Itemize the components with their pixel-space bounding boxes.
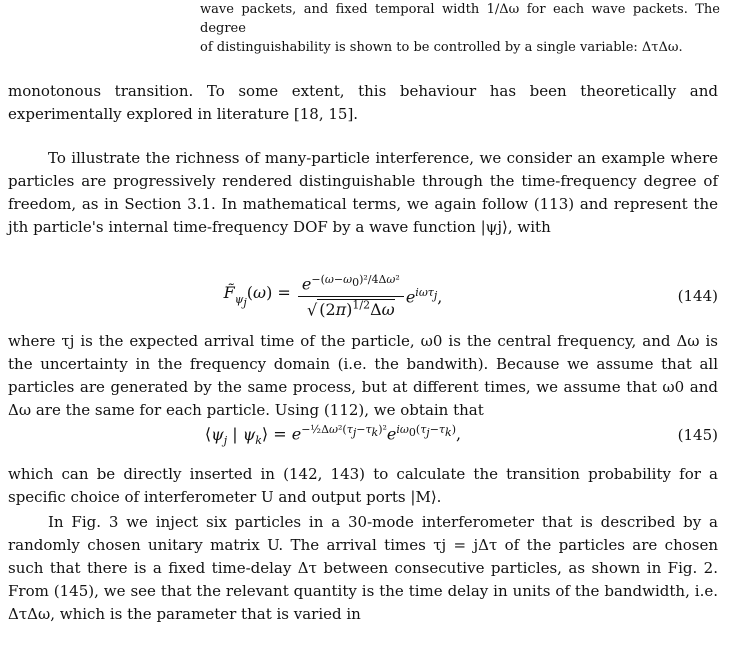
paragraph-4: which can be directly inserted in (142, 143) to calculate the transition probability for a specific choice of interferometer U and output ports |M⟩. [8, 465, 718, 506]
equation-144-body: $F̃_{\psi_j}(\omega)$ = $\frac{e^{-(\omega-\omega_0)^2/4\Delta\omega^2}}{√ (2\pi)^{1/2}\Delta\omega}$ $e^{i\omega\tau_j}$, [223, 273, 443, 319]
equation-144-number: (144) [677, 287, 718, 305]
paragraph-5: In Fig. 3 we inject six particles in a 30-mode interferometer that is described by a randomly chosen unitary matrix U. The arrival times τj = jΔτ of the particles are chosen such that there is a fixed time-delay Δτ between consecutive particles, as shown in Fig. 2. From (145), we see that the relevant quantity is the time delay in units of the bandwidth, i.e. ΔτΔω, which is the parameter that is varied in [8, 513, 718, 623]
paragraph-1: monotonous transition. To some extent, this behaviour has been theoretically and experimentally explored in literature [18, 15]. [8, 82, 718, 123]
equation-145-number: (145) [677, 426, 718, 444]
paragraph-3: where τj is the expected arrival time of the particle, ω0 is the central frequency, and Δω is the uncertainty in the frequency domain (i.e. the bandwith). Because we assume that all particles are generated by the same process, but at different times, we assume that ω0 and Δω are the same for each particle. Using (112), we obtain that [8, 332, 718, 419]
equation-145 [8, 410, 718, 460]
figure-caption [200, 0, 720, 57]
caption-line-2: of distinguishability is shown to be controlled by a single variable: ΔτΔω. [200, 40, 683, 55]
equation-144 [8, 268, 718, 324]
caption-line-1: wave packets, and fixed temporal width 1/Δω for each wave packets. The degree [200, 2, 720, 36]
paragraph-2: To illustrate the richness of many-particle interference, we consider an example where particles are progressively rendered distinguishable through the time-frequency degree of freedom, as in Section 3.1. In mathematical terms, we again follow (113) and represent the jth particle's internal time-frequency DOF by a wave function |ψj⟩, with [8, 149, 718, 236]
equation-145-body: $⟨\psi_j$ | $\psi_k⟩ = e^{-\frac{1}{2}\Delta\omega^2(\tau_j-\tau_k)^2}e^{i\omega_0(\tau_j-\tau_k)}$, [204, 423, 462, 447]
